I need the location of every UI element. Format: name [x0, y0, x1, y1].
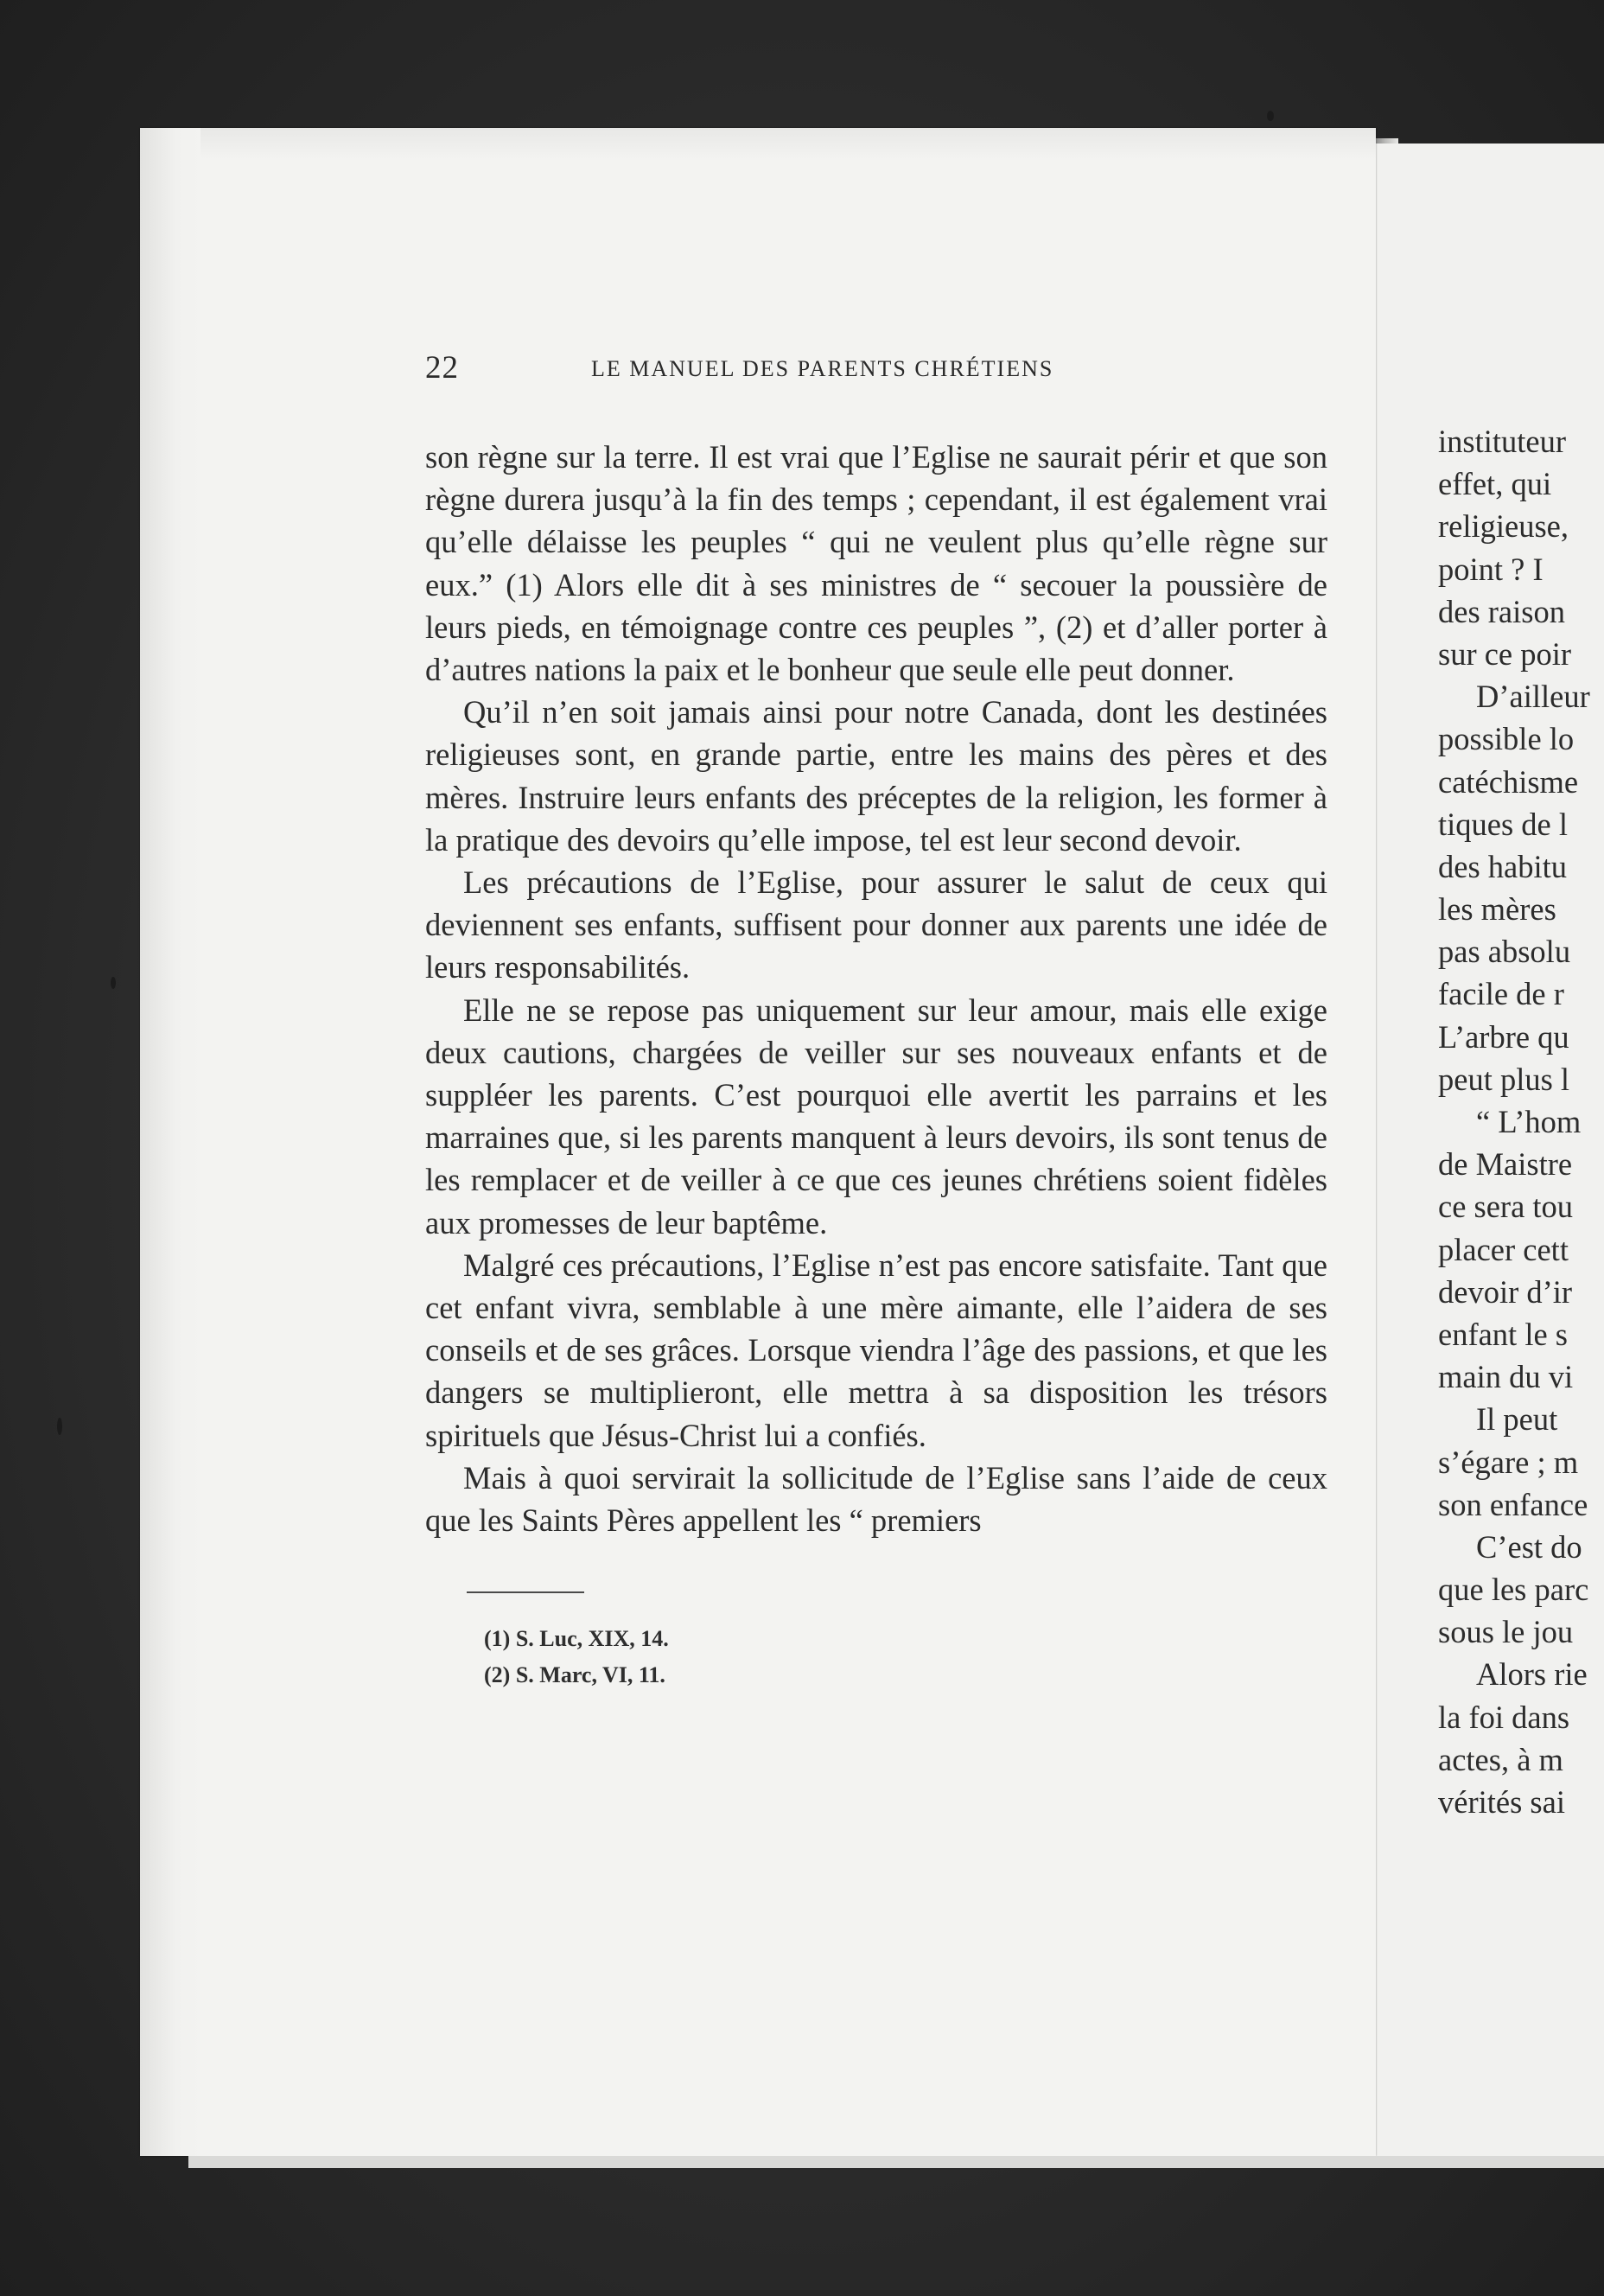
- running-head: [425, 349, 1327, 389]
- right-page-line: L’arbre qu: [1438, 1018, 1569, 1055]
- right-page-line: religieuse,: [1438, 508, 1569, 545]
- right-page-line: point ? I: [1438, 551, 1544, 587]
- right-page-line: tiques de l: [1438, 806, 1569, 842]
- right-page-text-fragments: [1438, 420, 1604, 1823]
- running-title: LE MANUEL DES PARENTS CHRÉTIENS: [591, 356, 1054, 381]
- right-page-line: de Maistre: [1438, 1146, 1573, 1183]
- footnotes: [484, 1621, 1327, 1693]
- left-page-text: [425, 349, 1327, 1693]
- paragraph: Elle ne se repose pas uniquement sur leur amour, mais elle exige deux cautions, chargées de veiller sur ses nouveaux enfants et de suppléer les parents. C’est pourquoi elle avertit les parrains et les marraines que, si les parents manquent à leurs devoirs, ils sont tenus de les remplacer et de veiller à ce que ces jeunes chrétiens soient fidèles aux promesses de leur baptême.: [425, 992, 1327, 1240]
- right-page-line: enfant le s: [1438, 1316, 1568, 1352]
- right-page-line: ce sera tou: [1438, 1189, 1574, 1225]
- right-page-line: possible lo: [1438, 721, 1575, 757]
- page-number: 22: [425, 350, 459, 386]
- footnote-citation: S. Luc, XIX, 14.: [515, 1626, 669, 1652]
- right-page-line: main du vi: [1438, 1359, 1574, 1395]
- scan-speck: [1267, 111, 1274, 121]
- footnote-citation: S. Marc, VI, 11.: [515, 1662, 665, 1688]
- right-page-line: Alors rie: [1476, 1656, 1588, 1693]
- paragraph: Qu’il n’en soit jamais ainsi pour notre Canada, dont les destinées religieuses sont, en grande partie, entre les mains des pères et des mères. Instruire leurs enfants des préceptes de la religion, les former à la pratique des devoirs qu’elle impose, tel est leur second devoir.: [425, 694, 1327, 858]
- right-page-line: placer cett: [1438, 1231, 1569, 1267]
- right-page-line: “ L’hom: [1476, 1104, 1582, 1139]
- footnote-number: (1): [484, 1626, 511, 1652]
- right-page-line: sur ce poir: [1438, 635, 1572, 672]
- footnote-rule: [467, 1591, 584, 1593]
- right-page-line: son enfance: [1438, 1486, 1588, 1522]
- right-page-line: que les parc: [1438, 1572, 1589, 1608]
- right-page-line: facile de r: [1438, 976, 1564, 1012]
- right-page-line: instituteur: [1438, 424, 1567, 459]
- right-page-line: actes, à m: [1438, 1741, 1563, 1777]
- paragraph: Malgré ces précautions, l’Eglise n’est pas encore satisfaite. Tant que cet enfant vivra, semblable à une mère aimante, elle l’aidera de ses conseils et de ses grâces. Lorsque viendra l’âge des passions, et que les dangers se multiplieront, elle mettra à sa disposition les trésors spirituels que Jésus-Christ lui a confiés.: [425, 1247, 1327, 1453]
- right-page-line: vérités sai: [1438, 1784, 1565, 1820]
- right-page-line: devoir d’ir: [1438, 1273, 1573, 1310]
- right-page-line: les mères: [1438, 891, 1556, 928]
- right-page-line: pas absolu: [1438, 934, 1571, 970]
- footnote: [484, 1657, 1327, 1693]
- right-page-line: D’ailleur: [1476, 679, 1590, 715]
- right-page-line: des habitu: [1438, 848, 1568, 884]
- footnote: [484, 1621, 1327, 1657]
- paragraph: Mais à quoi servirait la sollicitude de l’Eglise sans l’aide de ceux que les Saints Pères appellent les “ premiers: [425, 1459, 1327, 1539]
- footnote-number: (2): [484, 1662, 511, 1688]
- paragraph: son règne sur la terre. Il est vrai que l’Eglise ne saurait périr et que son règne durera jusqu’à la fin des temps ; cependant, il est également vrai qu’elle délaisse les peuples “ qui ne veulent plus qu’elle règne sur eux.” (1) Alors elle dit à ses ministres de “ secouer la poussière de leurs pieds, en témoignage contre ces peuples ”, (2) et d’aller porter à d’autres nations la paix et le bonheur que seule elle peut donner.: [425, 439, 1327, 688]
- right-page-line: s’égare ; m: [1438, 1444, 1579, 1480]
- scan-speck: [57, 1418, 62, 1435]
- paragraph: Les précautions de l’Eglise, pour assurer le salut de ceux qui deviennent ses enfants, suffisent pour donner aux parents une idée de leurs responsabilités.: [425, 864, 1327, 985]
- right-page-line: la foi dans: [1438, 1699, 1570, 1735]
- right-page-line: peut plus l: [1438, 1061, 1570, 1097]
- body-text: [425, 436, 1327, 1541]
- page-edge-top: [140, 128, 1376, 159]
- right-page-line: sous le jou: [1438, 1614, 1574, 1650]
- page-edge-left: [140, 128, 200, 2156]
- scan-speck: [111, 977, 116, 989]
- right-page-line: effet, qui: [1438, 466, 1552, 502]
- right-page-line: catéchisme: [1438, 763, 1579, 800]
- right-page-line: Il peut: [1476, 1401, 1558, 1438]
- right-page-line: des raison: [1438, 593, 1565, 629]
- page-bottom-edge: [188, 2156, 1604, 2168]
- right-page-line: C’est do: [1476, 1528, 1582, 1565]
